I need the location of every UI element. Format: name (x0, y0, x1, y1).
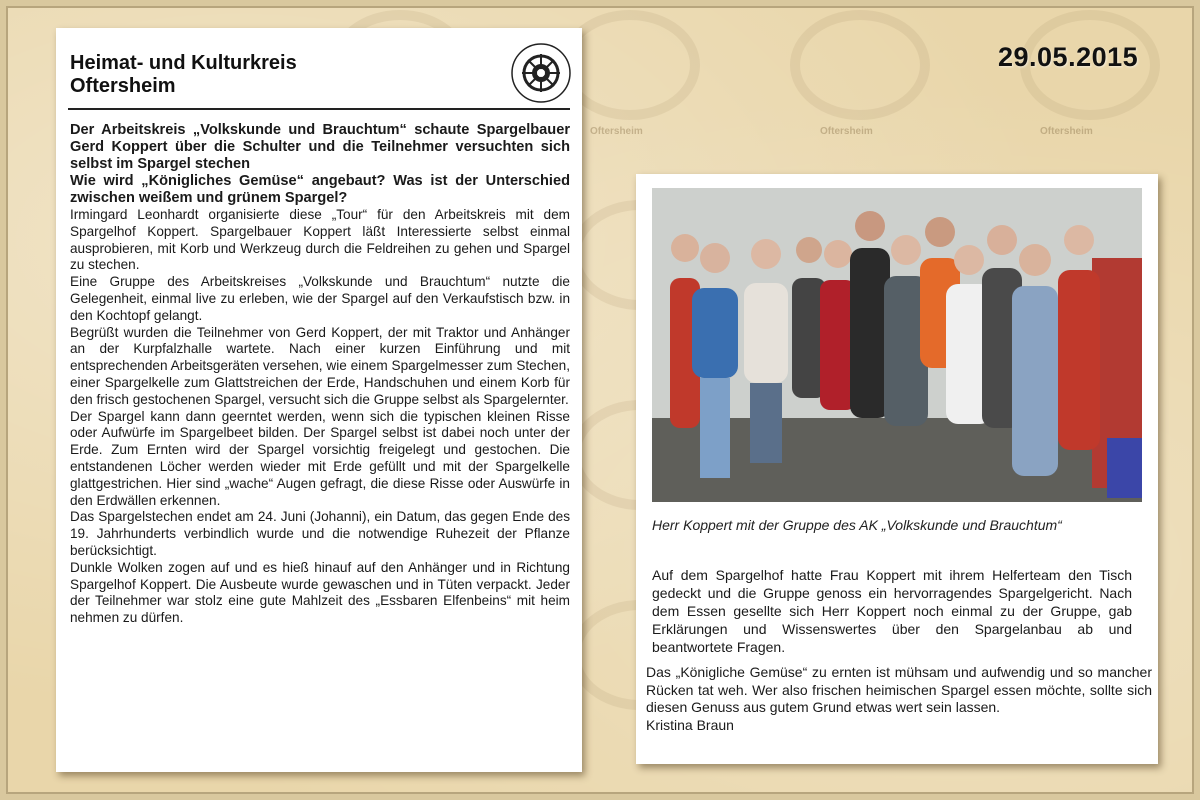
newspaper-clipping-left (56, 28, 582, 772)
page-title (70, 52, 297, 98)
article-paragraph: Begrüßt wurden die Teilnehmer von Gerd Koppert, der mit Traktor und Anhänger an der Kurpfalzhalle wartete. Nach einer kurzen Einführung und mit entsprechenden Arbeitsgeräten versehen, wie einem Spargelmesser zum Stechen, einer Spargelkelle zum Glattstreichen der Erde, Handschuhen und einem Korb für den frisch gestochenen Spargel, versucht sich die Gruppe selbst als Spargelernter. (70, 324, 570, 407)
author-name: Kristina Braun (646, 716, 734, 733)
article-paragraph: Auf dem Spargelhof hatte Frau Koppert mit ihrem Helferteam den Tisch gedeckt und die Gruppe genoss ein hervorragendes Spargelgericht. Nach dem Essen gesellte sich Herr Koppert noch einmal zu der Gruppe, gab Erklärungen und Wissenswertes über den Spargelanbau ab und beantwortete Fragen. (652, 567, 1132, 655)
header-divider (68, 108, 570, 110)
date-label: 29.05.2015 (998, 42, 1139, 72)
watermark-seal (790, 10, 930, 120)
article-paragraph: Das Spargelstechen endet am 24. Juni (Johanni), ein Datum, das gegen Ende des 19. Jahrhunderts verbindlich wurde und die notwendige Ruhezeit der Pflanze berücksichtigt. (70, 509, 570, 558)
group-photo (652, 188, 1142, 502)
right-article-body (652, 566, 1132, 656)
title-line-1: Heimat- und Kulturkreis (70, 52, 297, 74)
article-body (70, 122, 570, 627)
article-lead: Der Arbeitskreis „Volkskunde und Brauchtum“ schaute Spargelbauer Gerd Koppert über die Schulter und die Teilnehmer versuchten sich selbst im Spargel stechen (70, 122, 570, 172)
article-paragraph: Der Spargel kann dann geerntet werden, wenn sich die typischen kleinen Risse oder Aufwürfe im Spargelbeet bilden. Der Spargel selbst ist dabei noch unter der Erde. Zum Ernten wird der Spargel vorsichtig freigelegt und gestochen. Die entstandenen Löcher werden wieder mit Erde gefüllt und mit der Spargelkelle glattgestrichen. Hier sind „wache“ Augen gefragt, die diese Risse oder Auswürfe in den Erdwällen erkennen. (70, 408, 570, 508)
article-paragraph: Dunkle Wolken zogen auf und es hieß hinauf auf den Anhänger und in Richtung Spargelhof Koppert. Die Ausbeute wurde gewaschen und in Tüten verpackt. Jeder der Teilnehmer war stolz eine gute Mahlzeit des „Essbaren Elfenbeins“ mit heim nehmen zu dürfen. (70, 559, 570, 626)
club-seal-logo (510, 42, 572, 104)
article-paragraph: Irmingard Leonhardt organisierte diese „Tour“ für den Arbeitskreis mit dem Spargelhof Koppert. Spargelbauer Koppert läßt Interessierte selbst einmal ausprobieren, mit Korb und Werkzeug durch die Feldreihen zu gehen und Spargel zu stechen. (70, 207, 570, 273)
closing-clipping (640, 660, 1158, 738)
watermark-text: Oftersheim (820, 126, 873, 137)
article-subhead: Wie wird „Königliches Gemüse“ angebaut? Was ist der Unterschied zwischen weißem und grünem Spargel? (70, 173, 570, 206)
article-paragraph: Eine Gruppe des Arbeitskreises „Volkskunde und Brauchtum“ nutzte die Gelegenheit, einmal live zu erleben, wie der Spargel auf den Verkaufstisch bzw. in den Kochtopf gelangt. (70, 274, 570, 323)
watermark-text: Oftersheim (590, 126, 643, 137)
watermark-text: Oftersheim (1040, 126, 1093, 137)
photo-caption: Herr Koppert mit der Gruppe des AK „Volkskunde und Brauchtum“ (652, 517, 1062, 533)
title-line-2: Oftersheim (70, 75, 176, 97)
closing-paragraph: Das „Königliche Gemüse“ zu ernten ist mühsam und aufwendig und so mancher Rücken tat weh. Wer also frischen heimischen Spargel essen möchte, sollte sich diesen Genuss aus gutem Grund etwas wert sein lassen. (646, 664, 1152, 715)
